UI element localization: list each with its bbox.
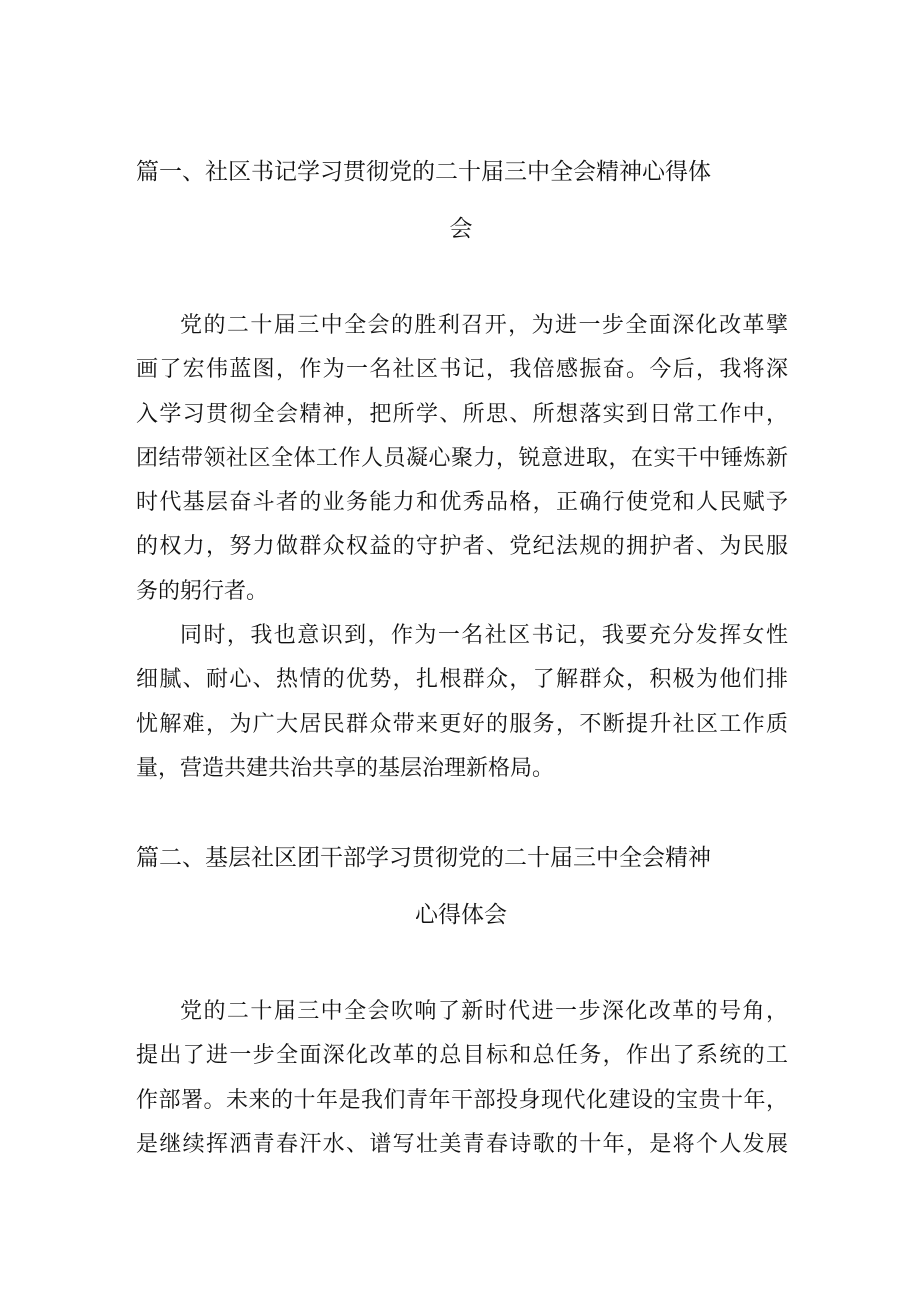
paragraph-line: 党的二十届三中全会的胜利召开，为进一步全面深化改革擘 xyxy=(180,313,788,338)
paragraph-line: 是继续挥洒青春汗水、谱写壮美青春诗歌的十年，是将个人发展 xyxy=(136,1131,788,1157)
section-1-heading-line-2: 会 xyxy=(449,216,473,242)
paragraph-line: 量，营造共建共治共享的基层治理新格局。 xyxy=(136,755,555,781)
paragraph-line: 团结带领社区全体工作人员凝心聚力，锐意进取，在实干中锤炼新 xyxy=(136,445,788,471)
paragraph-line: 的权力，努力做群众权益的守护者、党纪法规的拥护者、为民服 xyxy=(136,534,788,560)
paragraph-line: 入学习贯彻全会精神，把所学、所思、所想落实到日常工作中， xyxy=(136,401,788,427)
section-1-paragraph-2 xyxy=(136,618,788,795)
paragraph-line: 忧解难，为广大居民群众带来更好的服务，不断提升社区工作质 xyxy=(136,711,788,737)
paragraph-line: 党的二十届三中全会吹响了新时代进一步深化改革的号角， xyxy=(180,999,788,1024)
paragraph-line: 作部署。未来的十年是我们青年干部投身现代化建设的宝贵十年， xyxy=(136,1087,788,1113)
paragraph-line: 同时，我也意识到，作为一名社区书记，我要充分发挥女性 xyxy=(180,623,788,648)
paragraph-line: 细腻、耐心、热情的优势，扎根群众，了解群众，积极为他们排 xyxy=(136,667,788,693)
paragraph-line: 画了宏伟蓝图，作为一名社区书记，我倍感振奋。今后，我将深 xyxy=(136,357,788,383)
paragraph-line: 提出了进一步全面深化改革的总目标和总任务，作出了系统的工 xyxy=(136,1043,788,1069)
section-1-paragraph-1 xyxy=(136,308,788,618)
section-2-heading-line-1: 篇二、基层社区团干部学习贯彻党的二十届三中全会精神 xyxy=(136,845,711,871)
section-2-heading-line-2: 心得体会 xyxy=(415,902,507,928)
paragraph-line: 时代基层奋斗者的业务能力和优秀品格，正确行使党和人民赋予 xyxy=(136,490,788,516)
paragraph-line: 务的躬行者。 xyxy=(136,578,269,604)
section-1-heading-line-1: 篇一、社区书记学习贯彻党的二十届三中全会精神心得体 xyxy=(136,159,711,185)
section-2-paragraph-1 xyxy=(136,994,788,1171)
